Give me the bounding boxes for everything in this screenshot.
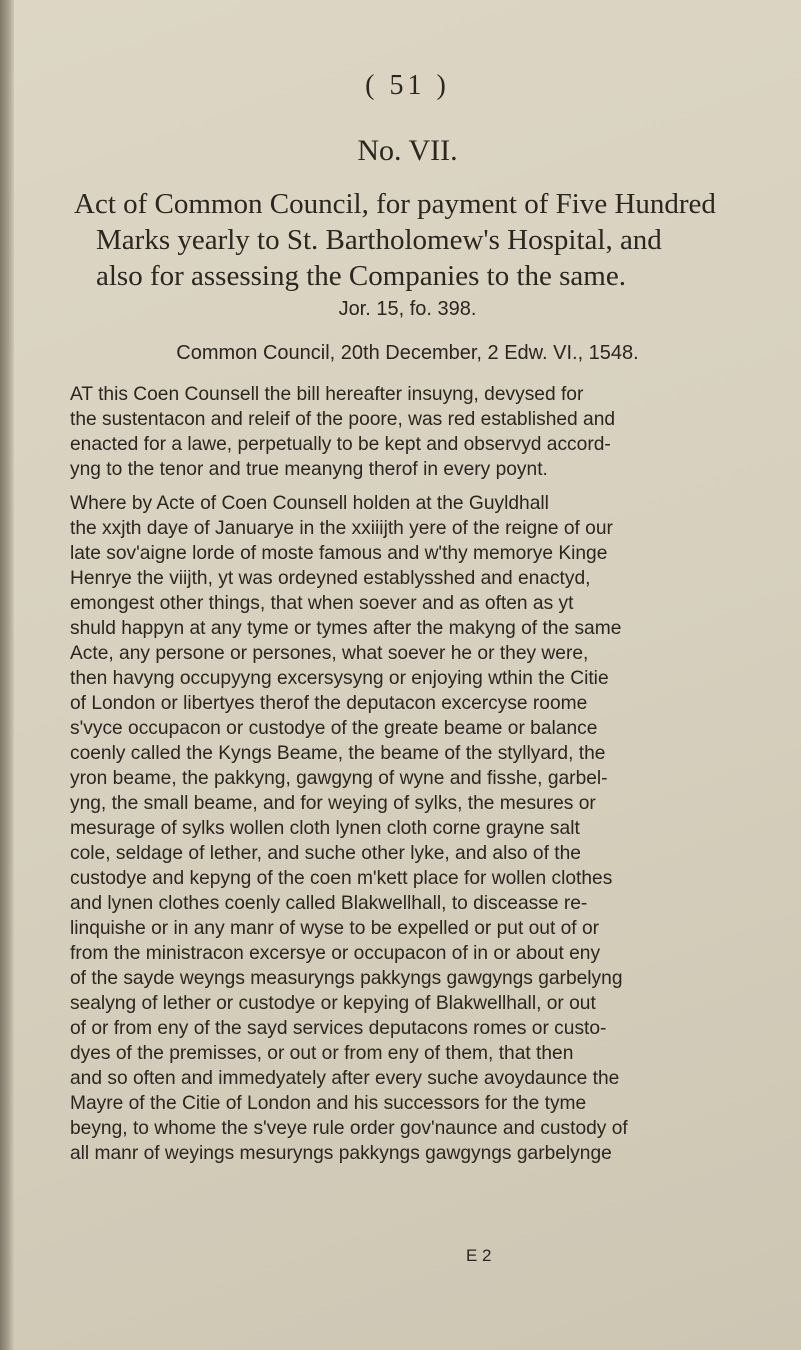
text-line: mesurage of sylks wollen cloth lynen cloth corne grayne salt: [70, 818, 580, 839]
title-line: Act of Common Council, for payment of Five Hundred: [74, 188, 716, 220]
document-number: No. VII.: [357, 134, 458, 167]
text-line: Henrye the viijth, yt was ordeyned establysshed and enactyd,: [70, 568, 591, 589]
text-line: linquishe or in any manr of wyse to be expelled or put out of or: [70, 918, 600, 939]
document-title: [74, 186, 764, 294]
text-line: shuld happyn at any tyme or tymes after the makyng of the same: [70, 618, 622, 639]
dateline: Common Council, 20th December, 2 Edw. VI., 1548.: [176, 342, 639, 364]
text-line: of or from eny of the sayd services deputacons romes or custo-: [70, 1018, 607, 1039]
text-line: Where by Acte of Coen Counsell holden at the Guyldhall: [70, 493, 549, 514]
text-line: Mayre of the Citie of London and his successors for the tyme: [70, 1093, 587, 1114]
title-line: Marks yearly to St. Bartholomew's Hospital, and: [96, 224, 662, 256]
text-line: of London or libertyes therof the deputacon excercyse roome: [70, 693, 588, 714]
text-line: late sov'aigne lorde of moste famous and w'thy memorye Kinge: [70, 543, 608, 564]
text-line: yng, the small beame, and for weying of sylks, the mesures or: [70, 793, 596, 814]
text-line: s'vyce occupacon or custodye of the greate beame or balance: [70, 718, 598, 739]
text-line: and lynen clothes coenly called Blakwellhall, to disceasse re-: [70, 893, 588, 914]
paragraph-preamble: [70, 382, 748, 482]
text-line: from the ministracon excersye or occupacon of in or about eny: [70, 943, 601, 964]
text-line: dyes of the premisses, or out or from eny of them, that then: [70, 1043, 574, 1064]
text-line: custodye and kepyng of the coen m'kett place for wollen clothes: [70, 868, 613, 889]
text-line: yng to the tenor and true meanyng therof in every poynt.: [70, 459, 548, 480]
text-line: all manr of weyings mesuryngs pakkyngs gawgyngs garbelynge: [70, 1143, 612, 1164]
book-spine-shadow: [0, 0, 14, 1350]
text-line: yron beame, the pakkyng, gawgyng of wyne and fisshe, garbel-: [70, 768, 608, 789]
text-line: enacted for a lawe, perpetually to be kept and observyd accord-: [70, 434, 611, 455]
text-line: emongest other things, that when soever and as often as yt: [70, 593, 574, 614]
text-line: then havyng occupyyng excersysyng or enjoying wthin the Citie: [70, 668, 609, 689]
text-line: and so often and immedyately after every suche avoydaunce the: [70, 1068, 620, 1089]
journal-reference: Jor. 15, fo. 398.: [338, 298, 477, 320]
text-line: cole, seldage of lether, and suche other lyke, and also of the: [70, 843, 581, 864]
page-number: ( 51 ): [365, 70, 450, 101]
text-line: the sustentacon and releif of the poore, was red established and: [70, 409, 616, 430]
title-line: also for assessing the Companies to the same.: [96, 260, 626, 292]
text-line: coenly called the Kyngs Beame, the beame of the styllyard, the: [70, 743, 606, 764]
text-line: of the sayde weyngs measuryngs pakkyngs gawgyngs garbelyng: [70, 968, 623, 989]
text-line: sealyng of lether or custodye or kepying of Blakwellhall, or out: [70, 993, 596, 1014]
text-line: AT this Coen Counsell the bill hereafter insuyng, devysed for: [70, 384, 584, 405]
text-line: the xxjth daye of Januarye in the xxiiijth yere of the reigne of our: [70, 518, 613, 539]
paragraph-body: [70, 491, 748, 1166]
text-line: beyng, to whome the s'veye rule order gov'naunce and custody of: [70, 1118, 628, 1139]
text-line: Acte, any persone or persones, what soever he or they were,: [70, 643, 589, 664]
book-page: [14, 0, 801, 1350]
signature-mark: E 2: [466, 1246, 492, 1265]
